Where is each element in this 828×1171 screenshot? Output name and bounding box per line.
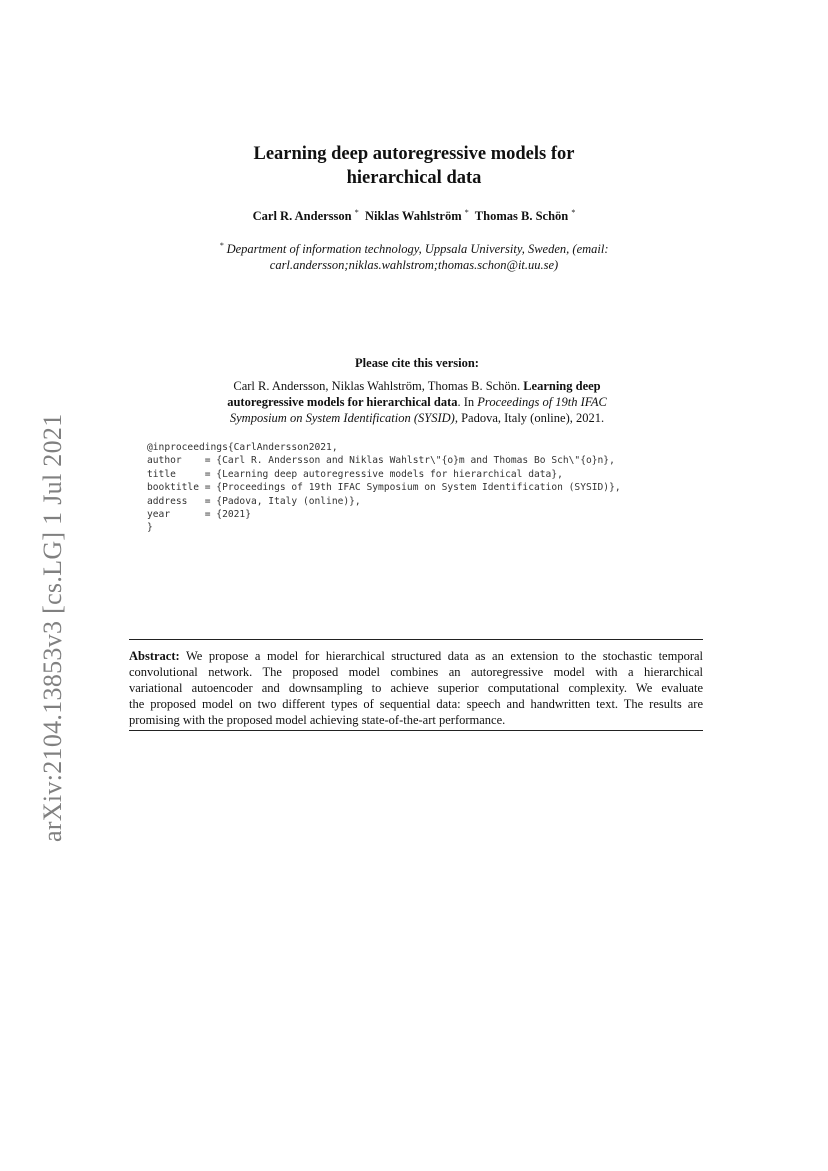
arxiv-identifier: arXiv:2104.13853v3 [cs.LG] 1 Jul 2021 <box>38 413 67 842</box>
affiliation-mark: * <box>219 241 224 250</box>
citation-in: . In <box>457 395 478 409</box>
abstract-bottom-rule <box>129 730 703 731</box>
author-affiliation-mark: * <box>464 208 469 217</box>
abstract-top-rule <box>129 639 703 640</box>
bibtex-line: booktitle = {Proceedings of 19th IFAC Symposium on System Identification (SYSID)}, <box>147 482 621 494</box>
abstract <box>129 648 703 728</box>
paper-title <box>0 142 828 190</box>
affiliation-line-1: Department of information technology, Uppsala University, Sweden, (email: <box>226 242 609 257</box>
bibtex-line: address = {Padova, Italy (online)}, <box>147 495 361 507</box>
citation-location: , Padova, Italy (online), 2021. <box>454 411 605 425</box>
abstract-label: Abstract: <box>129 649 180 663</box>
bibtex-line: author = {Carl R. Andersson and Niklas Wahlstr\"{o}m and Thomas Bo Sch\"{o}n}, <box>147 455 615 467</box>
author-list <box>0 205 828 224</box>
citation-title-part-2: autoregressive models for hierarchical data <box>227 395 458 409</box>
affiliation-line-2: carl.andersson;niklas.wahlstrom;thomas.schon@it.uu.se) <box>269 258 559 273</box>
author-name: Niklas Wahlström <box>364 209 462 224</box>
bibtex-entry <box>147 441 621 535</box>
bibtex-line: @inproceedings{CarlAndersson2021, <box>147 442 338 453</box>
title-line-1: Learning deep autoregressive models for <box>253 144 575 164</box>
citation-venue-part-1: Proceedings of 19th IFAC <box>477 395 607 409</box>
abstract-line-2: convolutional network. The proposed model combines an autoregressive model with a hierarchical <box>129 665 703 679</box>
citation-authors: Carl R. Andersson, Niklas Wahlström, Thomas B. Schön. <box>233 379 521 393</box>
abstract-line-5: promising with the proposed model achieving state-of-the-art performance. <box>129 713 506 727</box>
author-name: Carl R. Andersson <box>252 209 352 224</box>
title-line-2: hierarchical data <box>346 168 482 188</box>
abstract-line-1: We propose a model for hierarchical structured data as an extension to the stochastic temporal <box>185 649 704 663</box>
bibtex-line: year = {2021} <box>147 508 251 520</box>
abstract-line-3: variational autoencoder and downsampling to achieve superior computational complexity. We evaluate <box>129 681 703 695</box>
citation-heading: Please cite this version: <box>355 356 479 370</box>
affiliation <box>0 238 828 273</box>
author-name: Thomas B. Schön <box>474 209 569 224</box>
citation-title-part-1: Learning deep <box>523 379 601 393</box>
citation-text <box>0 378 828 426</box>
abstract-line-4: the proposed model on two different types of sequential data: speech and handwritten text. The results are <box>129 697 703 711</box>
bibtex-line: title = {Learning deep autoregressive models for hierarchical data}, <box>147 468 563 480</box>
bibtex-line: } <box>147 522 153 534</box>
citation-venue-part-2: Symposium on System Identification (SYSID) <box>229 411 455 425</box>
author-affiliation-mark: * <box>571 208 576 217</box>
author-affiliation-mark: * <box>354 208 359 217</box>
